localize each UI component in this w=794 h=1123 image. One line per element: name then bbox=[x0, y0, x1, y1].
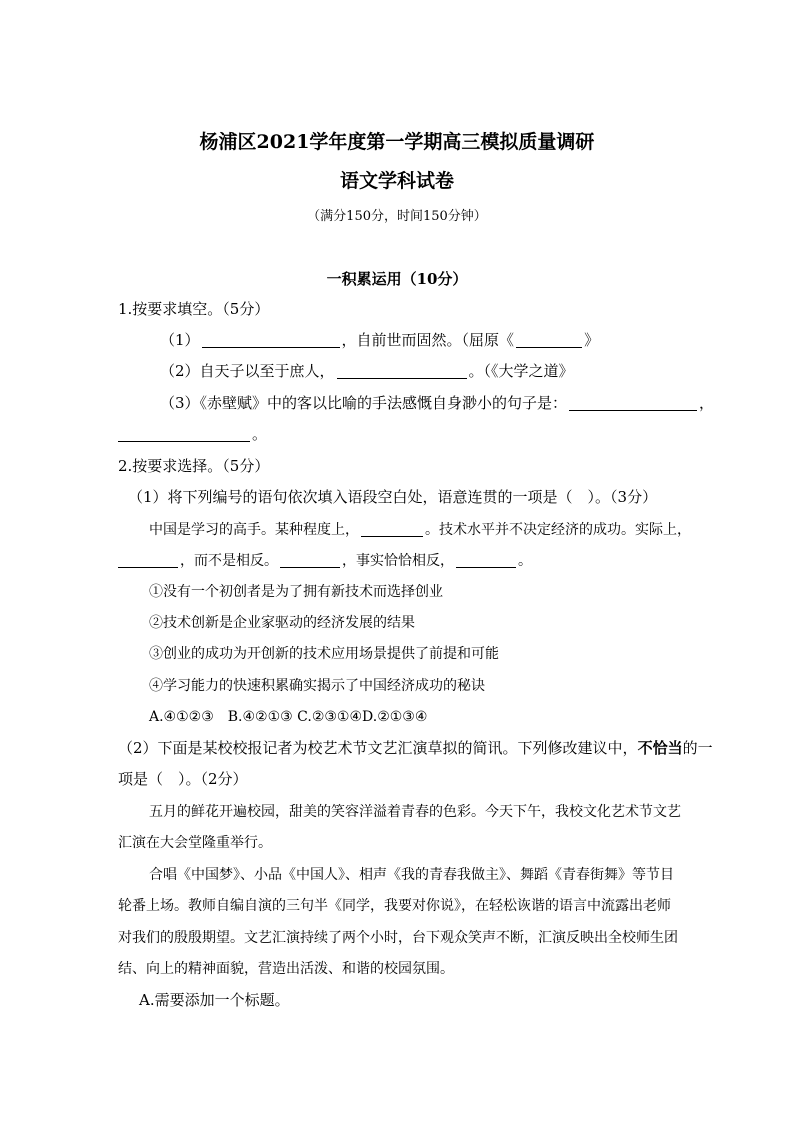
answer-blank[interactable] bbox=[337, 364, 467, 379]
answer-blank[interactable] bbox=[456, 553, 516, 568]
answer-blank[interactable] bbox=[516, 333, 582, 348]
item-2-prefix: （2）自天子以至于庶人， bbox=[160, 362, 335, 380]
exam-note: （满分150分，时间150分钟） bbox=[307, 209, 487, 224]
answer-choices: A.④①②③ B.④②①③ C.②③①④D.②①③④ bbox=[149, 709, 428, 725]
news-line-2: 汇演在大会堂隆重举行。 bbox=[118, 835, 272, 851]
answer-blank[interactable] bbox=[202, 333, 340, 348]
news-line-4: 轮番上场。教师自编自演的三句半《同学，我要对你说》，在轻松诙谐的语言中流露出老师 bbox=[118, 898, 671, 914]
answer-blank[interactable] bbox=[118, 427, 250, 442]
sentence-option-3: ③创业的成功为开创新的技术应用场景提供了前提和可能 bbox=[149, 646, 499, 662]
news-line-3: 合唱《中国梦》、小品《中国人》、相声《我的青春我做主》、舞蹈《青春街舞》等节目 bbox=[149, 867, 674, 883]
news-line-5: 对我们的殷殷期望。文艺汇演持续了两个小时，台下观众笑声不断，汇演反映出全校师生团 bbox=[118, 930, 678, 946]
question-1-item-3-cont bbox=[118, 427, 267, 442]
passage-line-1: 中国是学习的高手。某种程度上， 。技术水平并不决定经济的成功。实际上， bbox=[149, 522, 691, 538]
question-1-item-1 bbox=[160, 333, 599, 348]
question-2-sub-2-stem-cont: 项是（ ）。（2分） bbox=[118, 770, 248, 788]
page-title: 杨浦区2021学年度第一学期高三模拟质量调研 bbox=[199, 131, 595, 153]
question-1-stem: 1.按要求填空。（5分） bbox=[118, 300, 270, 318]
revision-option-a: A.需要添加一个标题。 bbox=[139, 991, 290, 1009]
question-2-sub-1-stem: （1）将下列编号的语句依次填入语段空白处，语意连贯的一项是（ ）。（3分） bbox=[128, 488, 658, 506]
item-1-prefix: （1） bbox=[160, 331, 200, 349]
item-1-suffix: ，自前世而固然。（屈原《 bbox=[341, 331, 515, 349]
item-2-suffix: 。（《大学之道》 bbox=[468, 362, 574, 380]
news-line-1: 五月的鲜花开遍校园，甜美的笑容洋溢着青春的色彩。今天下午，我校文化艺术节文艺 bbox=[149, 804, 681, 820]
answer-blank[interactable] bbox=[361, 522, 423, 537]
item-3-end: 。 bbox=[252, 425, 268, 443]
passage-line-2: ，而不是相反。 ，事实恰恰相反， 。 bbox=[118, 553, 532, 568]
item-3-comma: ， bbox=[699, 394, 715, 412]
section-heading: 一积累运用（10分） bbox=[326, 270, 468, 288]
item-3-text: （3）《赤壁赋》中的客以比喻的手法感慨自身渺小的句子是： bbox=[160, 394, 568, 412]
sentence-option-4: ④学习能力的快速积累确实揭示了中国经济成功的秘诀 bbox=[149, 678, 485, 694]
sentence-option-2: ②技术创新是企业家驱动的经济发展的结果 bbox=[149, 615, 415, 631]
question-2-sub-2-stem: （2）下面是某校校报记者为校艺术节文艺汇演草拟的简讯。下列修改建议中，不恰当的一 bbox=[118, 739, 713, 757]
exam-subtitle: 语文学科试卷 bbox=[339, 170, 454, 192]
news-line-6: 结、向上的精神面貌，营造出活泼、和谐的校园氛围。 bbox=[118, 961, 454, 977]
emphasis-text: 不恰当 bbox=[637, 739, 683, 757]
answer-blank[interactable] bbox=[280, 553, 340, 568]
question-2-stem: 2.按要求选择。（5分） bbox=[118, 457, 270, 475]
item-1-end: 》 bbox=[584, 331, 600, 349]
question-1-item-2 bbox=[160, 364, 574, 379]
sentence-option-1: ①没有一个初创者是为了拥有新技术而选择创业 bbox=[149, 584, 443, 600]
question-1-item-3 bbox=[160, 396, 714, 411]
answer-blank[interactable] bbox=[569, 396, 697, 411]
answer-blank[interactable] bbox=[118, 553, 178, 568]
